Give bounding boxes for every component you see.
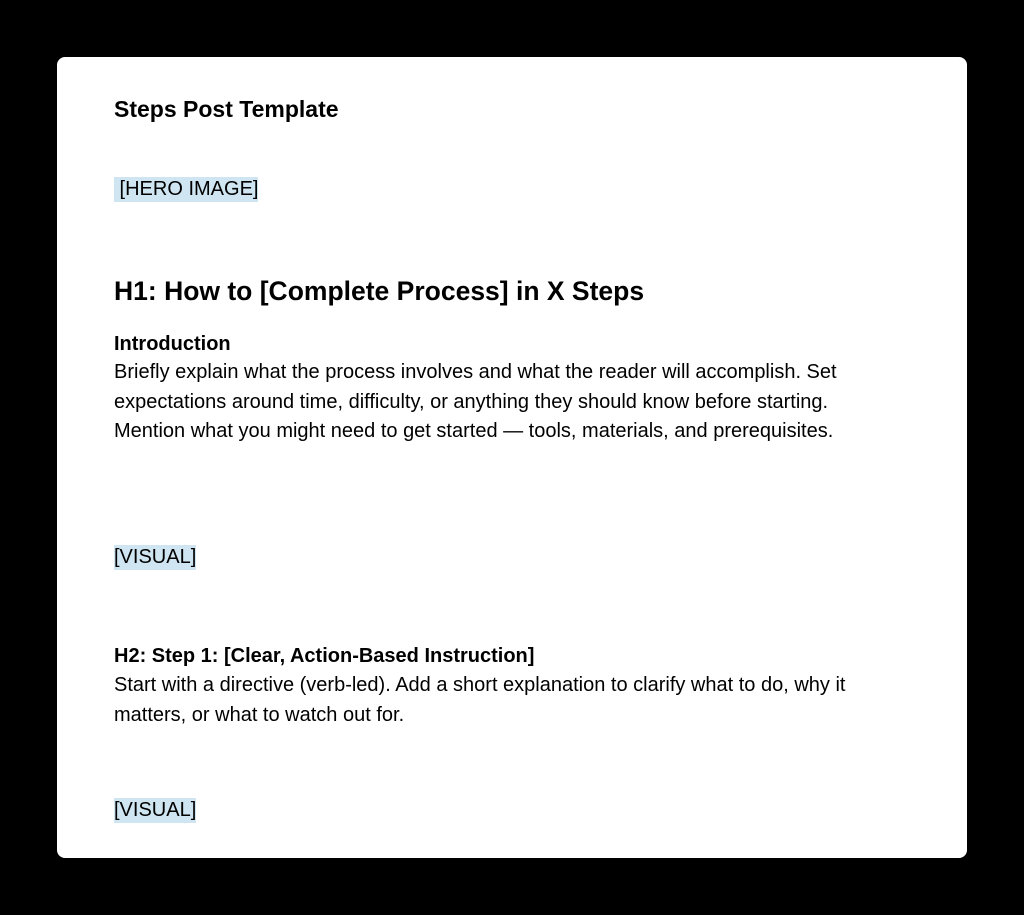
h1-heading: H1: How to [Complete Process] in X Steps — [114, 276, 645, 306]
document-title: Steps Post Template — [114, 96, 339, 122]
step-1-heading: H2: Step 1: [Clear, Action-Based Instruction] — [114, 645, 535, 667]
step-1-body: Start with a directive (verb-led). Add a short explanation to clarify what to do, why it matters, or what to watch out for. — [114, 674, 846, 726]
introduction-heading: Introduction — [114, 333, 231, 355]
introduction-body: Briefly explain what the process involves and what the reader will accomplish. Set expectations around time, difficulty, or anything they should know before starting. Mention what you might need to get started — tools, materials, and prerequisites. — [114, 361, 837, 442]
document-card — [57, 57, 967, 858]
hero-image-placeholder: [HERO IMAGE] — [114, 178, 259, 200]
visual-placeholder-1: [VISUAL] — [114, 546, 197, 568]
visual-placeholder-2: [VISUAL] — [114, 799, 197, 821]
